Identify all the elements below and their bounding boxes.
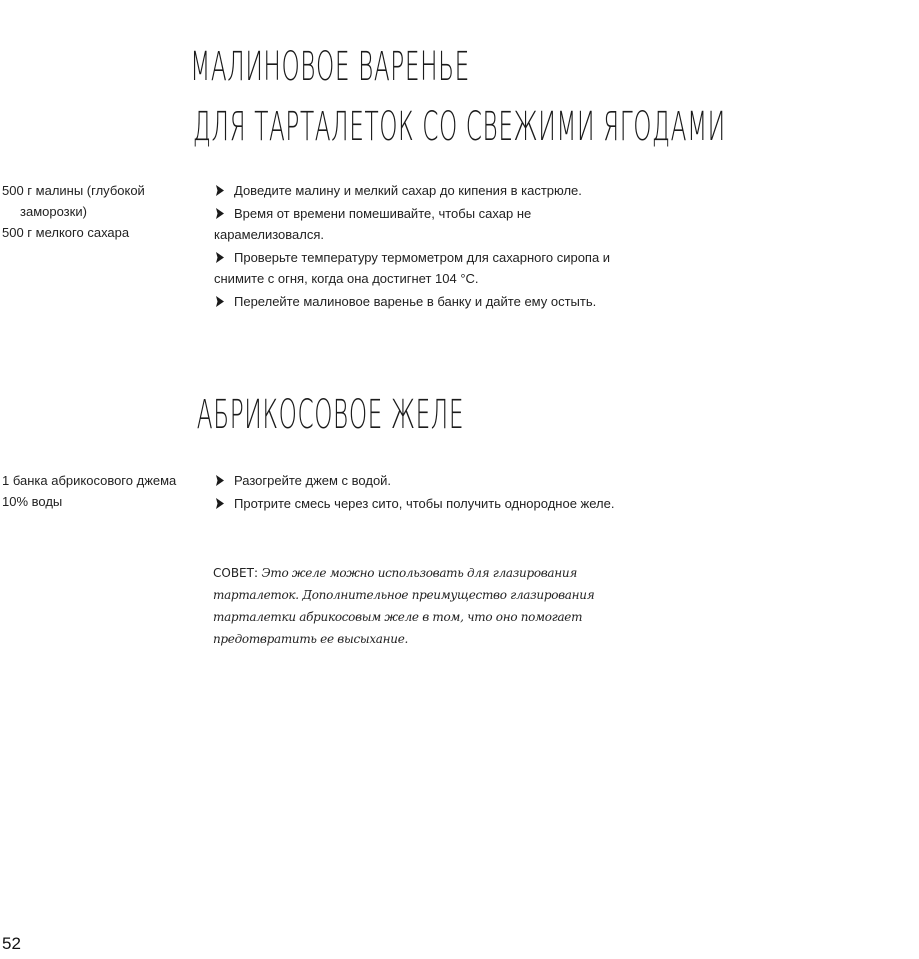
apricot-title <box>0 392 660 438</box>
apricot-title-text: АБРИКОСОВОЕ ЖЕЛЕ <box>196 392 464 438</box>
tip-note <box>213 562 623 650</box>
chevron-right-icon <box>214 474 226 487</box>
raspberry-title-line-2-text: ДЛЯ ТАРТАЛЕТОК СО СВЕЖИМИ ЯГОДАМИ <box>192 104 726 150</box>
step-text: Разогрейте джем с водой. <box>234 473 392 488</box>
step-text: Перелейте малиновое варенье в банку и дайте ему остыть. <box>234 294 597 309</box>
step-text: Время от времени помешивайте, чтобы сахар не карамелизовался. <box>214 206 532 242</box>
step-text: Доведите малину и мелкий сахар до кипения в кастрюле. <box>234 183 582 198</box>
raspberry-title-line-1 <box>0 44 660 90</box>
ingredient-item <box>2 222 145 243</box>
chevron-right-icon <box>214 295 226 308</box>
ingredient-item <box>2 491 176 512</box>
chevron-right-icon <box>214 207 226 220</box>
step-item <box>214 493 624 514</box>
tip-label: СОВЕТ: <box>213 566 259 580</box>
tip-text: Это желе можно использовать для глазирования тарталеток. Дополнительное преимущество глазирования тарталетки абрикосовым желе в том, что оно помогает предотвратить ее высыхание. <box>213 566 595 646</box>
step-item <box>214 203 624 245</box>
step-item <box>214 470 624 491</box>
chevron-right-icon <box>214 184 226 197</box>
step-text: Протрите смесь через сито, чтобы получить однородное желе. <box>234 496 615 511</box>
ingredient-text-continued: заморозки) <box>20 204 87 219</box>
chevron-right-icon <box>214 497 226 510</box>
ingredient-item <box>2 470 176 491</box>
raspberry-ingredients-list <box>2 180 145 243</box>
ingredient-item <box>2 180 145 222</box>
ingredient-text: 10% воды <box>2 494 63 509</box>
page-number: 52 <box>2 934 21 953</box>
apricot-steps-list <box>214 470 624 516</box>
step-item <box>214 180 624 201</box>
step-item <box>214 291 624 312</box>
step-text: Проверьте температуру термометром для сахарного сиропа и снимите с огня, когда она достигнет 104 °С. <box>214 250 611 286</box>
ingredient-text: 1 банка абрикосового джема <box>2 473 177 488</box>
raspberry-steps-list <box>214 180 624 314</box>
ingredient-text: 500 г малины (глубокой <box>2 183 145 198</box>
apricot-ingredients-list <box>2 470 176 512</box>
step-item <box>214 247 624 289</box>
raspberry-title-line-2 <box>0 104 726 150</box>
chevron-right-icon <box>214 251 226 264</box>
raspberry-title-line-1-text: МАЛИНОВОЕ ВАРЕНЬЕ <box>190 44 470 90</box>
ingredient-text: 500 г мелкого сахара <box>2 225 130 240</box>
